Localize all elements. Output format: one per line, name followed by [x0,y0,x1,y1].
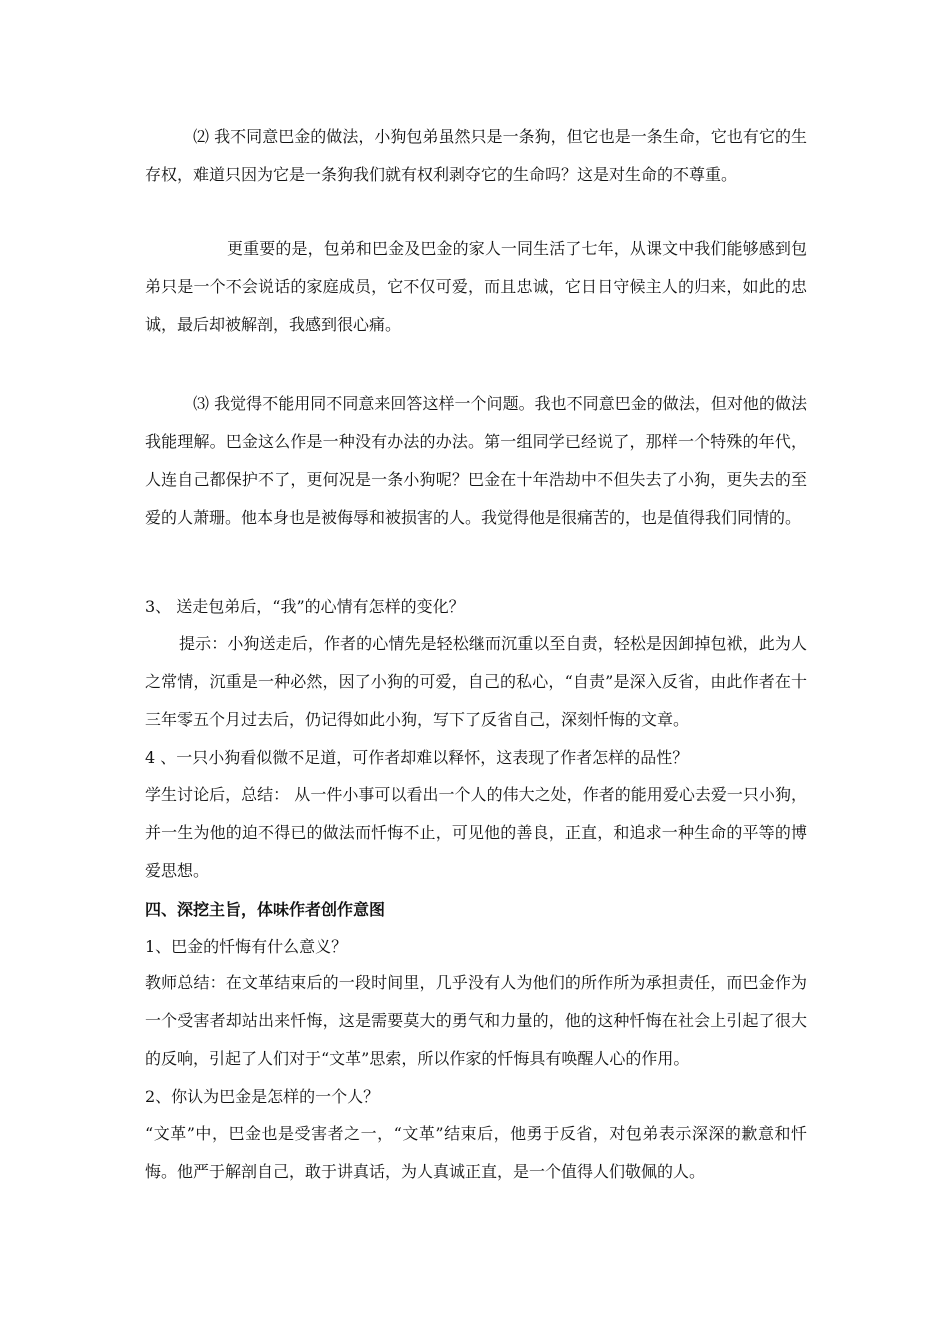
section-4-question-1: 1、巴金的忏悔有什么意义？ [145,937,348,956]
section-4-answer-1: 教师总结：在文革结束后的一段时间里，几乎没有人为他们的所作所为承担责任，而巴金作为一个受害者却站出来忏悔，这是需要莫大的勇气和力量的，他的这种忏悔在社会上引起了很大的反响，引起了人们对于“文革”思索，所以作家的忏悔具有唤醒人心的作用。 [145,973,807,1068]
paragraph-opinion-2-continued: 更重要的是，包弟和巴金及巴金的家人一同生活了七年，从课文中我们能够感到包弟只是一个不会说话的家庭成员，它不仅可爱，而且忠诚，它日日守候主人的归来，如此的忠诚，最后却被解剖，我感到很心痛。 [145,239,807,334]
question-3: 3、 送走包弟后，“我”的心情有怎样的变化？ [145,597,465,616]
section-4-answer-2: “文革”中，巴金也是受害者之一，“文革”结束后，他勇于反省，对包弟表示深深的歉意和忏悔。他严于解剖自己，敢于讲真话，为人真诚正直，是一个值得人们敬佩的人。 [145,1124,807,1181]
question-4: 4 、一只小狗看似微不足道，可作者却难以释怀，这表现了作者怎样的品性？ [145,748,689,767]
section-4-heading: 四、深挖主旨，体味作者创作意图 [145,900,386,919]
paragraph-opinion-3: ⑶ 我觉得不能用同不同意来回答这样一个问题。我也不同意巴金的做法，但对他的做法我能理解。巴金这么作是一种没有办法的办法。第一组同学已经说了，那样一个特殊的年代，人连自己都保护不了，更何况是一条小狗呢？巴金在十年浩劫中不但失去了小狗，更失去的至爱的人萧珊。他本身也是被侮辱和被损害的人。我觉得他是很痛苦的，也是值得我们同情的。 [145,394,807,527]
paragraph-opinion-2: ⑵ 我不同意巴金的做法，小狗包弟虽然只是一条狗，但它也是一条生命，它也有它的生存权，难道只因为它是一条狗我们就有权利剥夺它的生命吗？这是对生命的不尊重。 [145,127,807,184]
question-4-answer: 学生讨论后，总结： 从一件小事可以看出一个人的伟大之处，作者的能用爱心去爱一只小狗，并一生为他的迫不得已的做法而忏悔不止，可见他的善良，正直，和追求一种生命的平等的博爱思想。 [145,785,807,880]
question-3-hint: 提示：小狗送走后，作者的心情先是轻松继而沉重以至自责，轻松是因卸掉包袱，此为人之常情，沉重是一种必然，因了小狗的可爱，自己的私心，“自责”是深入反省，由此作者在十三年零五个月过去后，仍记得如此小狗，写下了反省自己，深刻忏悔的文章。 [145,634,807,729]
section-4-question-2: 2、你认为巴金是怎样的一个人？ [145,1087,380,1106]
